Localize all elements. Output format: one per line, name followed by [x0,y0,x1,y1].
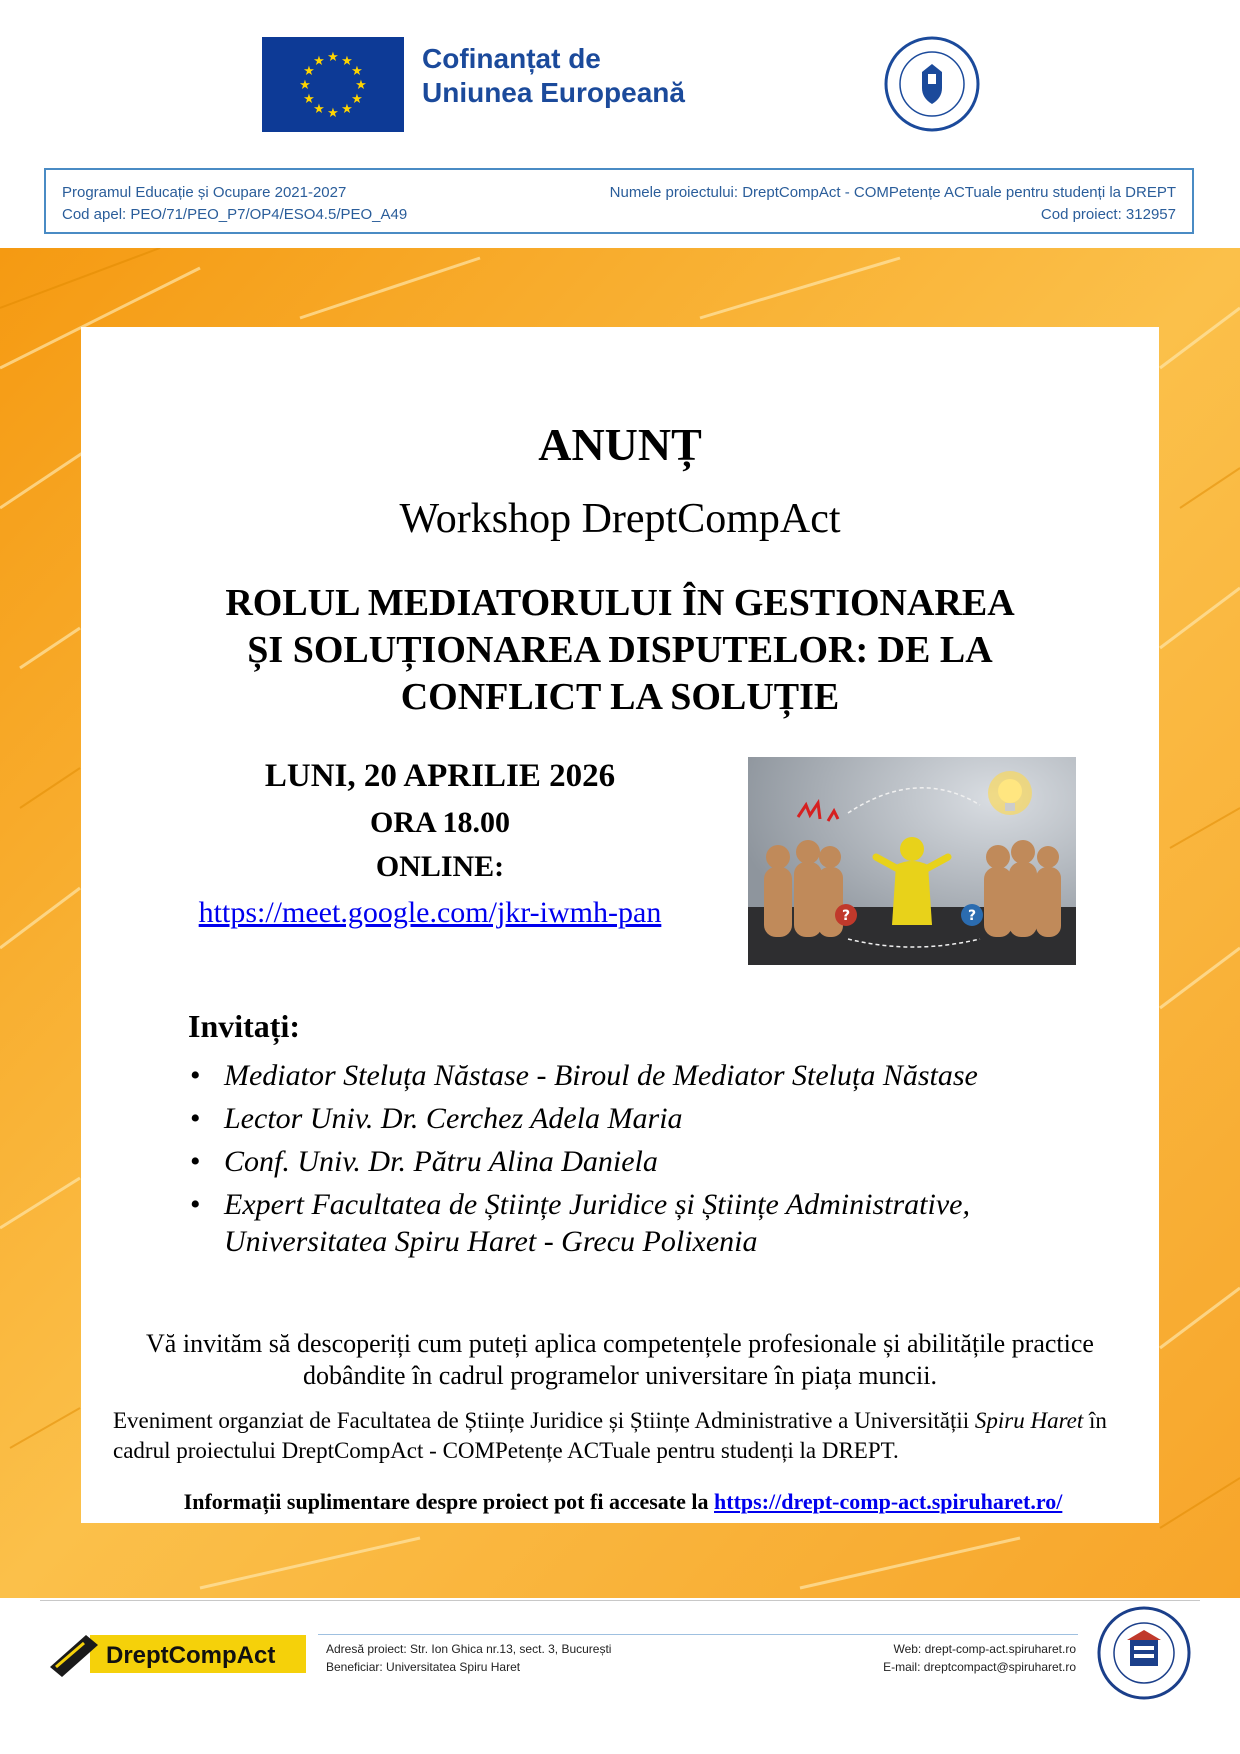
guest-name: Conf. Univ. Dr. Pătru Alina Daniela [224,1145,658,1178]
footer-contact-block [883,1640,1076,1676]
guests-title: Invitați: [188,1008,300,1044]
guest-item [188,1143,1088,1180]
guests-list [188,1057,1088,1266]
svg-text:?: ? [841,908,851,924]
svg-text:★: ★ [341,102,353,117]
footer-address-block [326,1640,611,1676]
mediation-illustration [748,757,1076,965]
program-right [610,182,1176,226]
topic-line-2: ȘI SOLUȚIONAREA DISPUTELOR: DE LA [247,629,993,671]
svg-text:?: ? [967,908,977,924]
bullet-icon: • [190,1188,201,1221]
eu-cofinancing-text [422,42,685,110]
call-code: Cod apel: PEO/71/PEO_P7/OP4/ESO4.5/PEO_A49 [62,206,408,223]
dreptcompact-logo [46,1627,308,1679]
svg-text:★: ★ [313,54,325,69]
project-code: Cod proiect: 312957 [1040,206,1176,223]
eu-line-1: Cofinanțat de [422,43,601,74]
romanian-government-seal [884,36,980,132]
project-name: Numele proiectului: DreptCompAct - COMPetențe ACTuale pentru studenți la DREPT [609,184,1176,201]
logo-text: DreptCompAct [106,1642,276,1669]
svg-text:★: ★ [303,92,315,107]
program-info-box [44,168,1194,234]
guest-name: Expert Facultatea de Științe Juridice și Științe Administrative, Universitatea Spiru Haret - Grecu Polixenia [224,1188,970,1258]
svg-text:★: ★ [341,54,353,69]
program-left [62,182,407,226]
event-date: LUNI, 20 APRILIE 2026 [264,758,616,794]
guest-item [188,1057,1088,1094]
guest-name: Lector Univ. Dr. Cerchez Adela Maria [224,1102,683,1135]
footer-email[interactable]: E-mail: dreptcompact@spiruharet.ro [883,1660,1076,1674]
workshop-title: Workshop DreptCompAct [399,496,841,542]
svg-text:★: ★ [327,106,339,121]
bullet-icon: • [190,1102,201,1135]
project-website-link[interactable]: https://drept-comp-act.spiruharet.ro/ [714,1489,1063,1514]
more-info [113,1489,1133,1515]
organizer-part-2: în cadrul proiectului DreptCompAct - COMPetențe ACTuale pentru studenți la DREPT. [113,1408,1107,1463]
guest-item [188,1100,1088,1137]
event-time: ORA 18.00 [369,806,510,839]
topic-line-1: ROLUL MEDIATORULUI ÎN GESTIONAREA [225,582,1015,624]
workshop-topic [81,580,1159,721]
svg-text:★: ★ [355,78,367,93]
svg-text:★: ★ [303,64,315,79]
organizer-university: Spiru Haret [974,1408,1084,1433]
event-mode: ONLINE: [375,850,505,883]
invitation-text: Vă invităm să descoperiți cum puteți aplica competențele profesionale și abilitățile practice dobândite în cadrul programelor universitare în piața muncii. [146,1329,1094,1390]
eu-flag-logo [262,37,404,132]
svg-text:★: ★ [313,102,325,117]
svg-text:★: ★ [351,64,363,79]
bullet-icon: • [190,1059,201,1092]
bullet-icon: • [190,1145,201,1178]
beneficiary: Beneficiar: Universitatea Spiru Haret [326,1660,521,1674]
project-address: Adresă proiect: Str. Ion Ghica nr.13, sect. 3, București [326,1642,612,1656]
announcement-title: ANUNȚ [538,419,702,470]
footer-divider [40,1600,1200,1601]
program-name: Programul Educație și Ocupare 2021-2027 [62,184,347,201]
svg-text:★: ★ [351,92,363,107]
spiru-haret-university-seal [1097,1606,1191,1700]
more-info-label: Informații suplimentare despre proiect pot fi accesate la [183,1489,715,1514]
organizer-text [113,1406,1133,1466]
footer-web[interactable]: Web: drept-comp-act.spiruharet.ro [893,1642,1076,1656]
guest-item [188,1186,1088,1260]
guest-name: Mediator Steluța Năstase - Biroul de Mediator Steluța Năstase [224,1059,978,1092]
topic-line-3: CONFLICT LA SOLUȚIE [400,676,840,718]
organizer-part-1: Eveniment organziat de Facultatea de Științe Juridice și Științe Administrative a Universității [113,1408,975,1433]
svg-text:★: ★ [327,50,339,65]
eu-line-2: Uniunea Europeană [422,77,685,108]
footer-separator [318,1634,1078,1635]
meeting-link[interactable]: https://meet.google.com/jkr-iwmh-pan [198,896,662,929]
svg-text:★: ★ [299,78,311,93]
